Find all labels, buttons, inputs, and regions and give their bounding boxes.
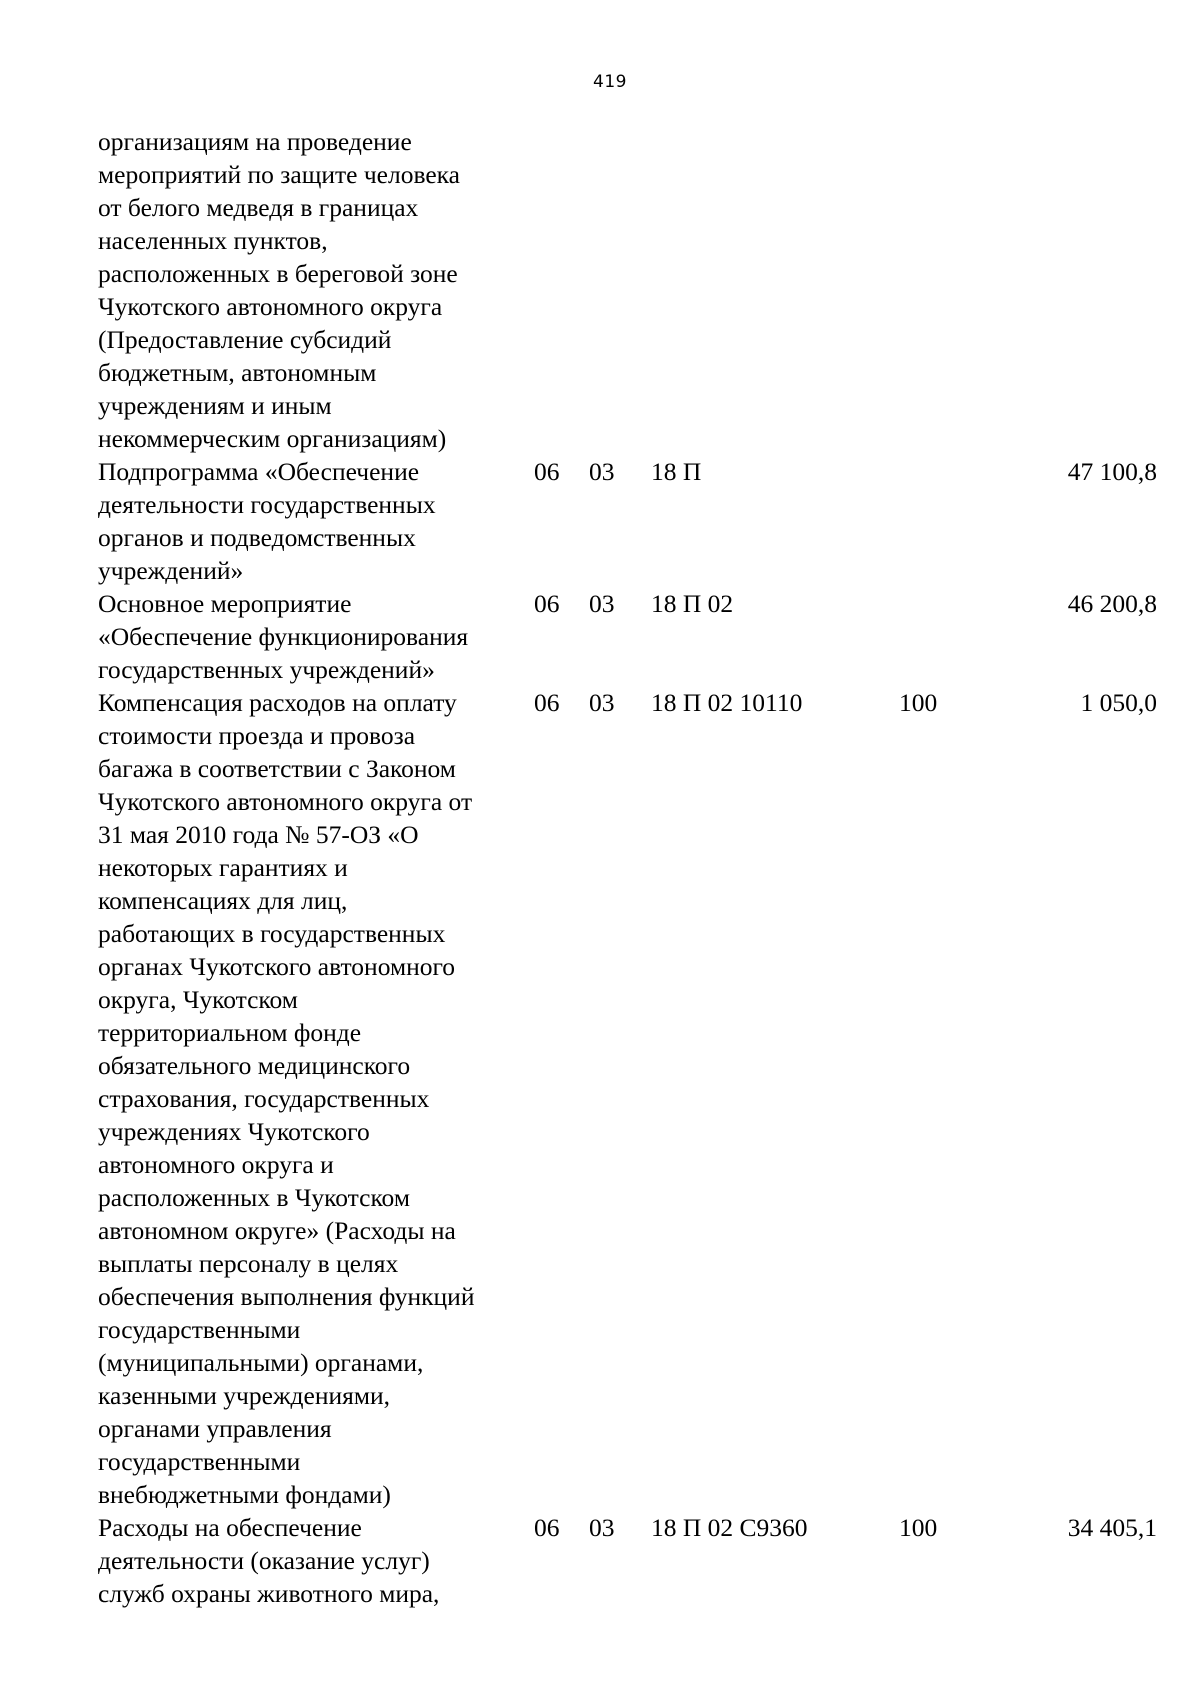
section-code: 06 (534, 688, 560, 717)
row-name: Расходы на обеспечение деятельности (оказание услуг) служб охраны животного мира, (98, 1513, 440, 1608)
table-row (98, 125, 1158, 455)
table-row (98, 455, 1158, 587)
table-row (98, 1511, 1158, 1610)
section-code: 06 (534, 1513, 560, 1542)
page-number: 419 (593, 72, 627, 92)
table-row (98, 587, 1158, 686)
amount-value: 46 200,8 (1067, 589, 1157, 618)
subsection-code: 03 (589, 457, 615, 486)
target-article-code: 18 П 02 (651, 589, 734, 618)
table-row (98, 686, 1158, 1511)
target-article-code: 18 П 02 10110 (651, 688, 803, 717)
amount-value: 1 050,0 (1080, 688, 1157, 717)
subsection-code: 03 (589, 589, 615, 618)
expense-kind-code: 100 (899, 1513, 938, 1542)
row-name: Подпрограмма «Обеспечение деятельности государственных органов и подведомственных учреждений» (98, 457, 436, 585)
amount-value: 34 405,1 (1067, 1513, 1157, 1542)
expense-kind-code: 100 (899, 688, 938, 717)
subsection-code: 03 (589, 688, 615, 717)
target-article-code: 18 П (651, 457, 702, 486)
subsection-code: 03 (589, 1513, 615, 1542)
target-article-code: 18 П 02 С9360 (651, 1513, 808, 1542)
amount-value: 47 100,8 (1067, 457, 1157, 486)
row-name: Основное мероприятие «Обеспечение функционирования государственных учреждений» (98, 589, 469, 684)
section-code: 06 (534, 589, 560, 618)
row-name: организациям на проведение мероприятий по защите человека от белого медведя в границах населенных пунктов, расположенных в береговой зоне Чукотского автономного округа (Предоставление субсидий бюджетным, автономным учреждениям и иным некоммерческим организациям) (98, 127, 460, 453)
budget-table (98, 125, 1158, 1610)
section-code: 06 (534, 457, 560, 486)
row-name: Компенсация расходов на оплату стоимости проезда и провоза багажа в соответствии с Законом Чукотского автономного округа от 31 мая 2010 года № 57-ОЗ «О некоторых гарантиях и компенсациях для лиц, работающих в государственных органах Чукотского автономного округа, Чукотском территориальном фонде обязательного медицинского страхования, государственных учреждениях Чукотского автономного округа и расположенных в Чукотском автономном округе» (Расходы на выплаты персоналу в целях обеспечения выполнения функций государственными (муниципальными) органами, казенными учреждениями, органами управления государственными внебюджетными фондами) (98, 688, 475, 1509)
